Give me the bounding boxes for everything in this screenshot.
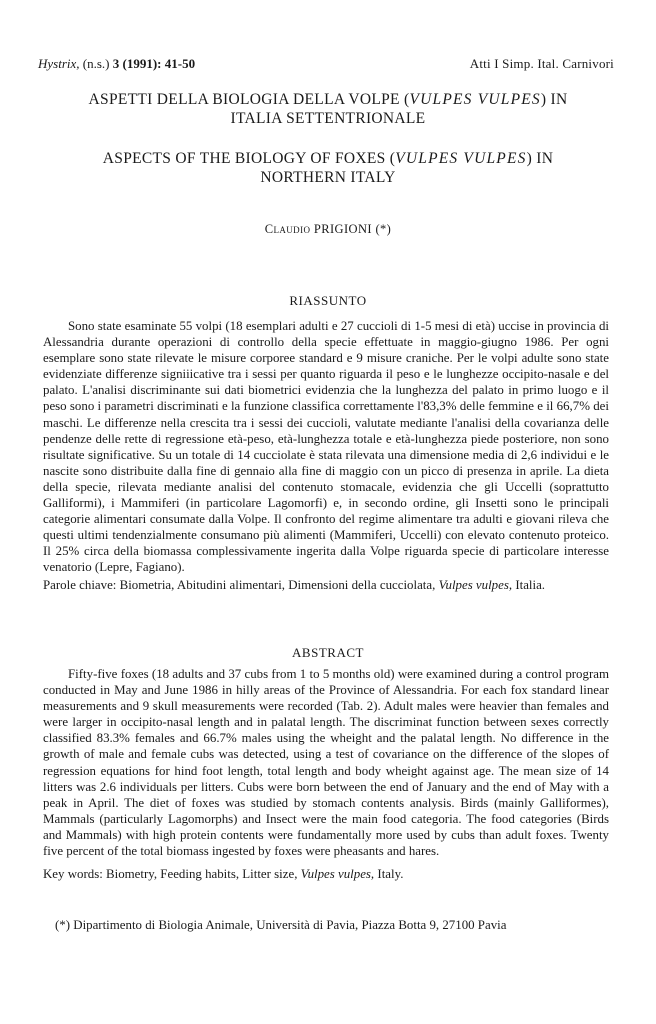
title-italian-species: VULPES VULPES — [409, 91, 541, 108]
riassunto-heading: RIASSUNTO — [289, 293, 367, 308]
title-english-line1-start: ASPECTS OF THE BIOLOGY OF FOXES ( — [102, 150, 396, 167]
title-italian-line1-start: ASPETTI DELLA BIOLOGIA DELLA VOLPE ( — [88, 91, 410, 108]
title-english-line2: NORTHERN ITALY — [260, 169, 396, 186]
title-italian-line1-end: ) IN — [540, 91, 568, 108]
abstract-keywords-species: Vulpes vulpes, — [300, 867, 375, 881]
journal-volume: 3 (1991): 41-50 — [112, 56, 196, 71]
riassunto-keywords — [43, 577, 609, 593]
riassunto-keywords-country: Italia. — [515, 578, 546, 592]
proceedings-name: Atti I Simp. Ital. Carnivori — [469, 56, 614, 71]
journal-name: Hystrix, — [38, 56, 80, 71]
abstract-heading: ABSTRACT — [292, 645, 364, 660]
abstract-keywords — [43, 866, 609, 882]
affiliation-footnote: (*) Dipartimento di Biologia Animale, Università di Pavia, Piazza Botta 9, 27100 Pavia — [55, 918, 507, 932]
riassunto-keywords-species: Vulpes vulpes, — [438, 578, 513, 592]
riassunto-paragraph: Sono state esaminate 55 volpi (18 esemplari adulti e 27 cuccioli di 1-5 mesi di età) uccise in provincia di Alessandria durante operazioni di controllo della specie effettuate in maggio-giugno 1986. Per ogni esemplare sono state rilevate le misure corporee standard e 9 misure craniche. Per le volpi adulte sono state evidenziate differenze signiiicative tra i sessi per quanto riguarda il peso e le lunghezze occipito-nasale e del palato. L'analisi discriminante sui dati biometrici evidenzia che la lunghezza del palato in primo luogo e il peso sono i parametri discriminati e la funzione classifica correttamente l'83,3% delle femmine e il 66,7% dei maschi. Le differenze nella crescita tra i sessi dei cuccioli, valutate mediante l'analisi della covarianza delle pendenze delle rette di regressione età-peso, età-lunghezza totale e età-lunghezza piede posteriore, non sono risultate significative. Su un totale di 14 cucciolate è stata rilevata una dimensione media di 2,6 individui e le nascite sono distribuite dalla fine di gennaio alla fine di maggio con un picco di presenza in aprile. La dieta della specie, rilevata mediante analisi del contenuto stomacale, evidenzia che gli Uccelli (soprattutto Galliformi), i Mammiferi (in particolare Lagomorfi) e, in secondo ordine, gli Insetti sono le principali categorie alimentari consumate dalla Volpe. Il confronto del regime alimentare tra adulti e giovani rileva che questi ultimi tendenzialmente consumano più alimenti (Mammiferi, Uccelli) con elevato contenuto proteico. Il 25% circa della biomassa complessivamente ingerita dalla Volpe riguarda specie di particolare interesse venatorio (Lepre, Fagiano). — [43, 319, 609, 575]
abstract-keywords-country: Italy. — [377, 867, 404, 881]
journal-citation — [38, 56, 195, 72]
abstract-keywords-text: Key words: Biometry, Feeding habits, Litter size, — [43, 867, 298, 881]
title-italian — [38, 90, 618, 128]
abstract-paragraph: Fifty-five foxes (18 adults and 37 cubs from 1 to 5 months old) were examined during a control program conducted in May and June 1986 in hilly areas of the Province of Alessandria. For each fox standard linear measurements and 9 skull measurements were recorded (Tab. 2). Adult males were heavier than females and were larger in occipito-nasal length and in palatal length. The discriminat function between sexes correctly classified 83.3% females and 66.7% males using the wheight and the palatal length. No difference in the growth of male and female cubs was detected, using a test of covariance on the difference of the slopes of regression equations for hind foot length, total length and body wheight against age. The mean size of 14 litters was 2.6 individuals per litters. Cubs were born between the end of January and the end of May with a peak in April. The diet of foxes was studied by stomach contents analysis. Birds (mainly Galliformes), Mammals (particularly Lagomorphs) and Insect were the main food categoria. The food categories (Birds and Mammals) with high protein contents were fundamentally more used by cubs than adult foxes. Twenty five percent of the total biomass ingested by foxes were pheasants and hares. — [43, 667, 609, 859]
riassunto-keywords-text: Parole chiave: Biometria, Abitudini alimentari, Dimensioni della cucciolata, — [43, 578, 436, 592]
journal-series: (n.s.) — [82, 56, 110, 71]
author-name: Claudio PRIGIONI (*) — [264, 222, 392, 236]
title-english — [38, 149, 618, 187]
title-english-species: VULPES VULPES — [395, 150, 527, 167]
title-italian-line2: ITALIA SETTENTRIONALE — [230, 110, 426, 127]
abstract-body — [43, 666, 609, 859]
title-english-line1-end: ) IN — [526, 150, 554, 167]
riassunto-body — [43, 318, 609, 576]
